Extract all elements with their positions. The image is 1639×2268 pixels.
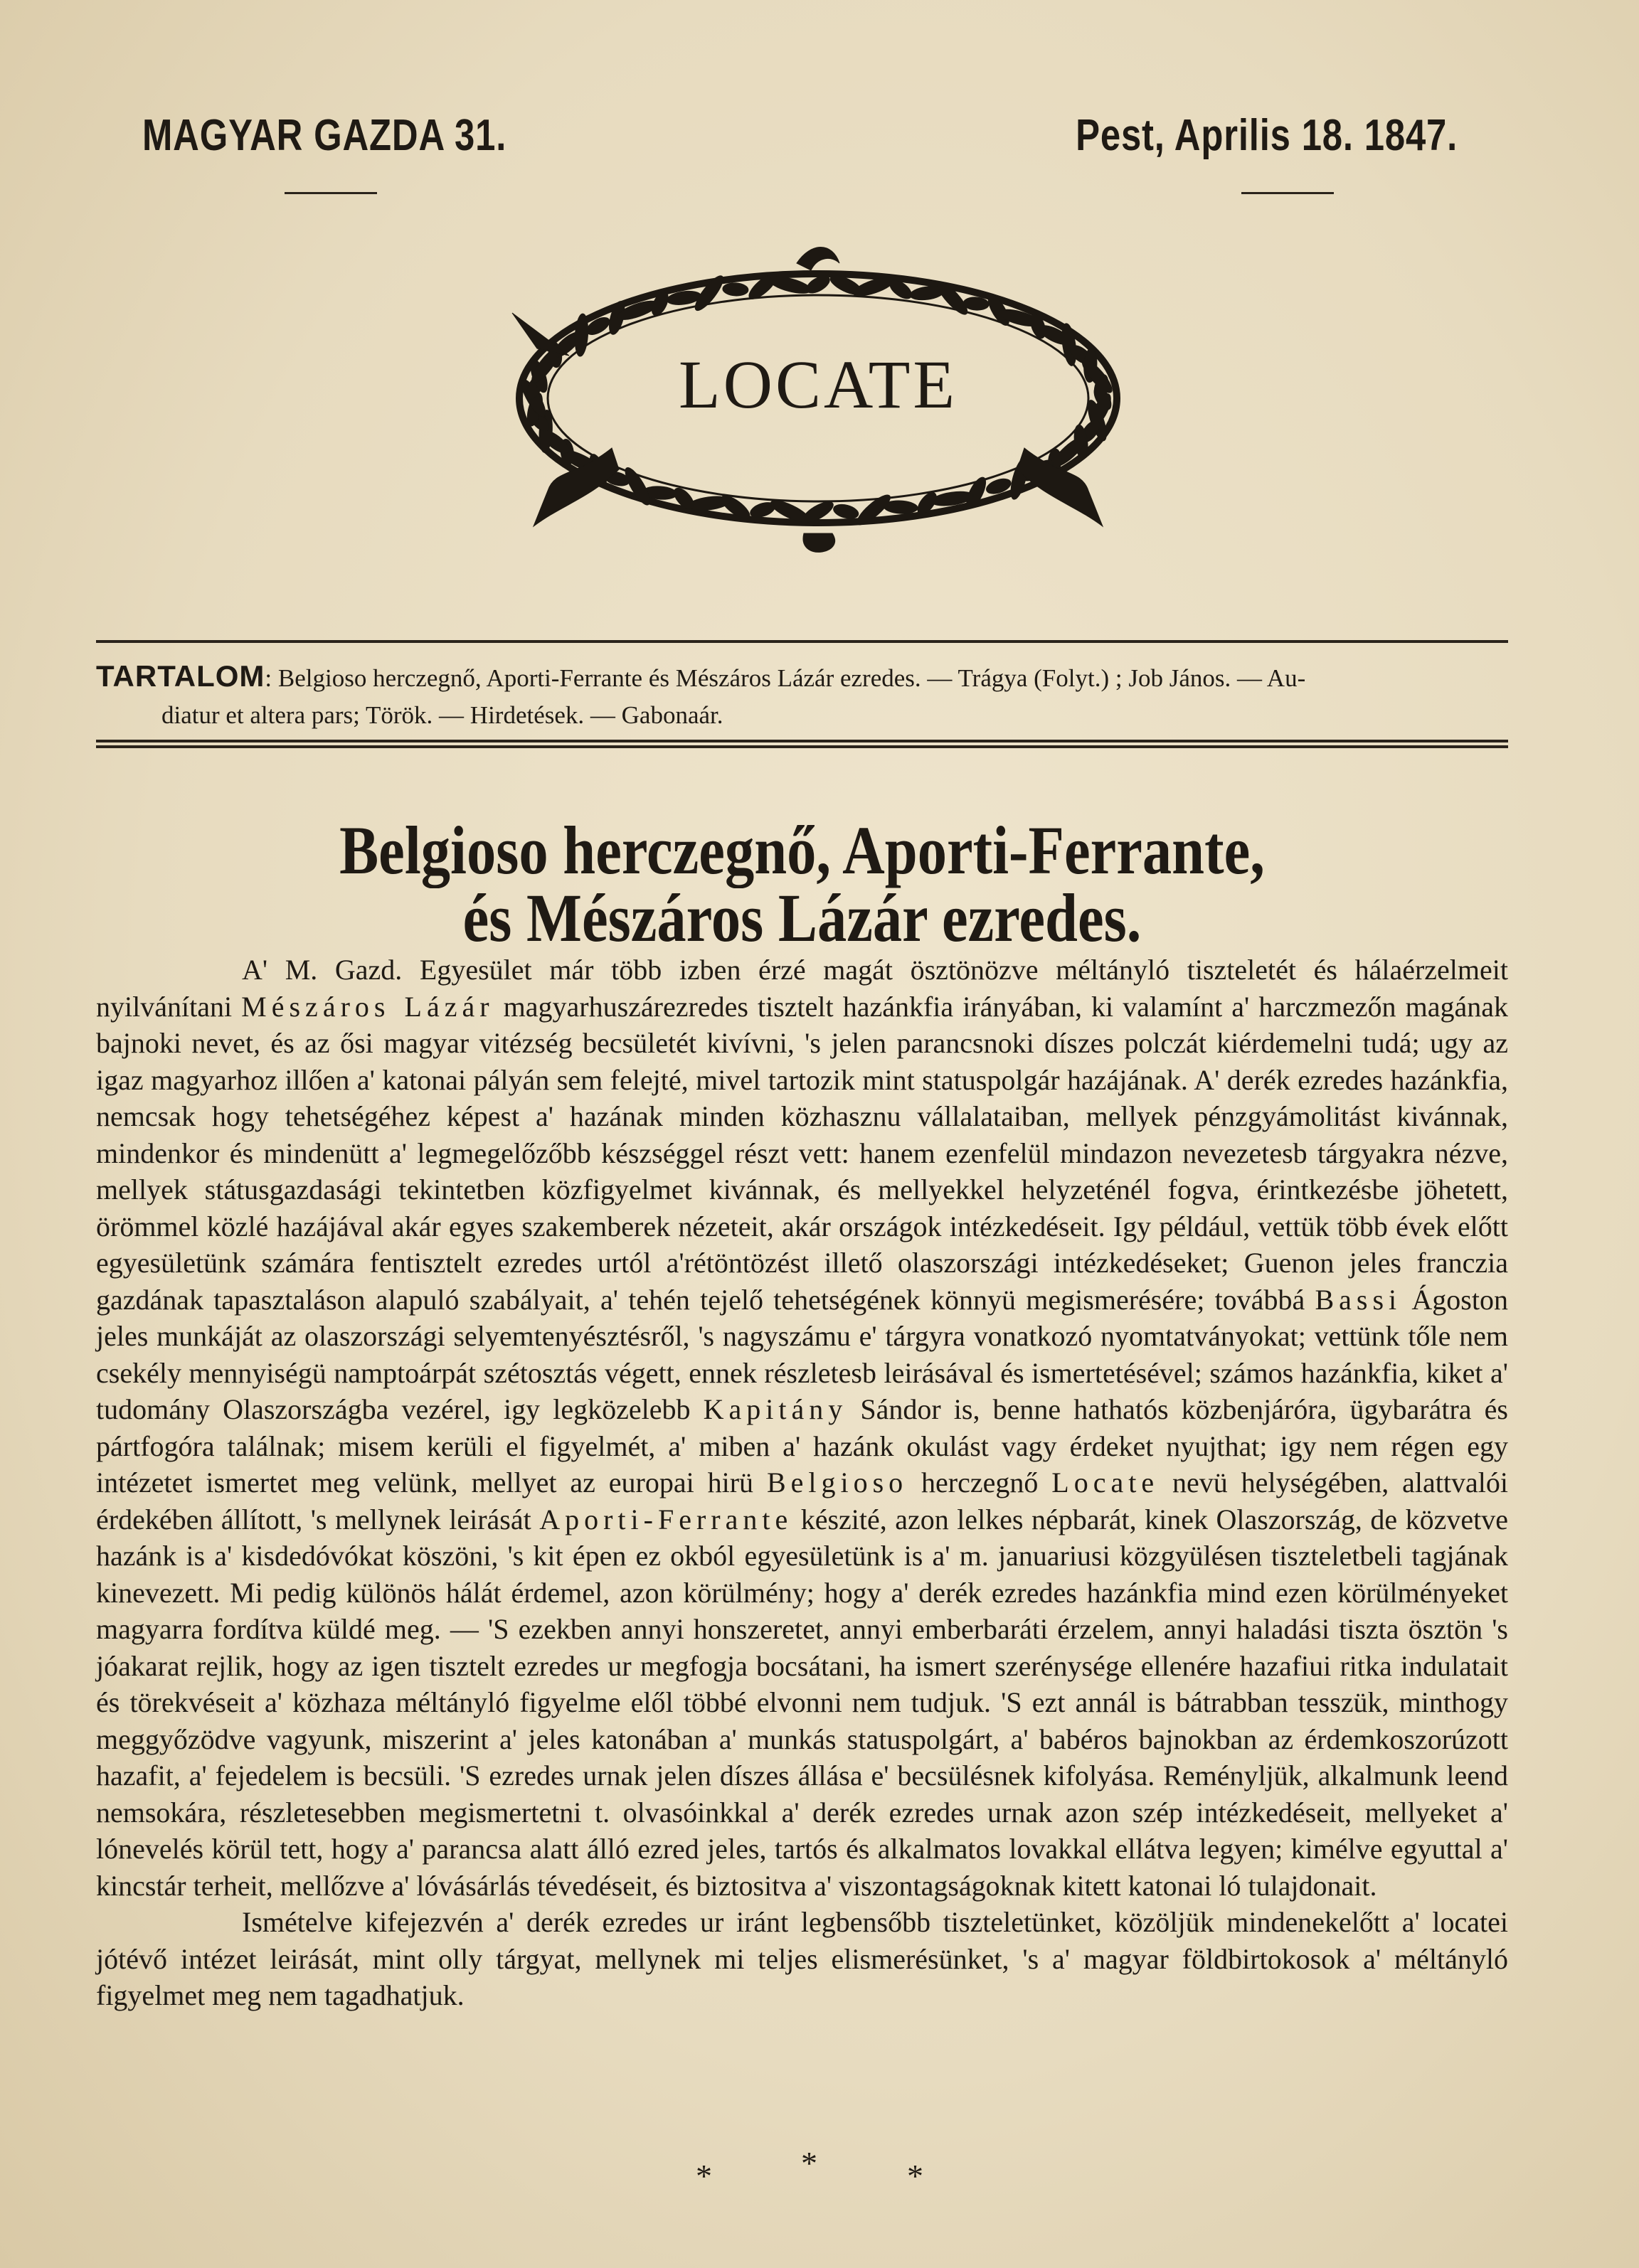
toc-top-rule — [96, 640, 1508, 643]
spaced-name: Kapitány — [703, 1393, 848, 1425]
wreath-leaf — [722, 282, 748, 297]
table-of-contents — [96, 658, 1508, 734]
wreath-leaf — [621, 464, 654, 508]
article-title-line-1: Belgioso herczegnő, Aporti-Ferrante, — [339, 812, 1265, 888]
paragraph-1: A' M. Gazd. Egyesület már több izben érzé magát ösztönözve méltányló tiszteletét és hálaérzelmeit nyilvánítani Mészáros Lázár magyarhuszárezredes tisztelt hazánkfia irányában, ki valamínt a' harczmezőn magának bajnoki nevet, és az ősi magyar vitézség becsületét kivívni, 's jelen parancsnoki díszes polczát kiérdemelni tudá; ugy az igaz magyarhoz illően a' katonai pályán sem felejté, mivel tartozik mint statuspolgár hazájának. A' derék ezredes hazánkfia, nemcsak hogy tehetségéhez képest a' hazának minden közhasznu vállalataiban, mellyek pénzgyámolitást kivánnak, mindenkor és mindenütt a' legmegelőzőbb készséggel részt vett: hanem ezenfelül mindazon nevezetesb tárgyakra nézve, mellyek státusgazdasági tekintetben közfigyelmet kivánnak, és mellyekkel helyzeténél fogva, érintkezésbe jöhetett, örömmel közlé hazájával akár egyes szakemberek nézeteit, akár országok intézkedéseit. Igy például, vettük több évek előtt egyesületünk számára fentisztelt ezredes urtól a'rétöntözést illető olaszországi intézkedéseket; Guenon jeles franczia gazdának tapasztaláson alapuló szabályait, a' tehén tejelő tehetségének könnyü megismerésére; továbbá Bassi Ágoston jeles munkáját az olaszországi selyemtenyésztésről, 's nagyszámu e' tárgyra vonatkozó nyomtatványokat; vettünk tőle nem csekély mennyiségü namptoárpát szétosztás végett, ennek részletesb leirásával és ismertetésével; számos hazánkfia, kiket a' tudomány Olaszországba vezérel, igy legközelebb Kapitány Sándor is, benne hathatós közbenjáróra, ügybarátra és pártfogóra találnak; misem kerüli el figyelmét, a' miben a' hazánk okulást vagy érdeket nyujthat; igy nem régen egy intézetet ismertet meg velünk, mellyet az europai hirü Belgioso herczegnő Locate nevü helységében, alattvalói érdekében állított, 's mellynek leirását Aporti-Ferrante készité, azon lelkes népbarát, kinek Olaszország, de közvetve hazánk is a' kisdedóvókat köszöni, 's kit épen ez okból egyesületünk is a' m. januariusi közgyülésen tiszteletbeli tagjának kinevezett. Mi pedig különös hálát érdemel, azon körülmény; hogy a' derék ezredes hazánkfia mind ezen körülményeket magyarra fordítva küldé meg. — 'S ezekben annyi honszeretet, annyi emberbaráti érzelem, annyi haladási tiszta ösztön 's jóakarat rejlik, hogy az igen tisztelt ezredes ur megfogja bocsátani, ha ismert szerénysége ellenére hazafiui ritka indulatait és törekvéseit a' közhaza méltányló figyelme elől többé elvonni nem tudjuk. 'S ezt annál is bátrabban tesszük, minthogy meggyőzödve vagyunk, miszerint a' jeles katonában a' munkás statuspolgárt, a' babéros bajnokban az érdemkoszorúzott hazafit, a' fejedelem is becsüli. 'S ezredes urnak jelen díszes állása e' becsülésnek kifolyása. Reményljük, alkalmunk leend nemsokára, részletesebben megismertetni t. olvasóinkkal a' derék ezredes urnak azon szép intézkedéseit, mellyeket a' lónevelés körül tett, hogy a' parancsa alatt álló ezred jeles, tartós és alkalmatos lovakkal ellátva legyen; kimélve egyuttal a' kincstár terheit, mellőzve a' lóvásárlás tévedéseit, és biztositva a' viszontagságoknak kitett katonai ló tulajdonait. — [96, 954, 1509, 1902]
spaced-name: Bassi — [1315, 1283, 1402, 1316]
toc-line-2: diatur et altera pars; Török. — Hirdetések. — Gabonaár. — [161, 701, 723, 729]
section-separator — [0, 2144, 1639, 2194]
paragraph-2: Ismételve kifejezvén a' derék ezredes ur iránt legbensőbb tiszteletünket, közöljük mindenekelőtt a' locatei jótévő intézet leirását, mint olly tárgyat, mellynek mi teljes elismerésünket, 's a' magyar földbirtokosok a' méltányló figyelmet meg nem tagadhatjuk. — [96, 1906, 1508, 2011]
masthead-title: LOCATE — [679, 346, 958, 422]
header-left-rule — [285, 192, 377, 194]
article-title-line-2: és Mészáros Lázár ezredes. — [462, 880, 1142, 956]
wreath-leaf — [832, 502, 860, 521]
separator-star: * — [907, 2158, 923, 2194]
separator-star: * — [696, 2158, 712, 2194]
spaced-name: Mészáros Lázár — [241, 990, 494, 1023]
toc-bottom-rule-2 — [96, 745, 1508, 748]
spaced-name: Belgioso — [766, 1466, 908, 1498]
date-line: Pest, Aprilis 18. 1847. — [1076, 111, 1458, 160]
header-right-rule — [1241, 192, 1334, 194]
article-body — [96, 952, 1508, 2014]
toc-bottom-rule-1 — [96, 740, 1508, 742]
spaced-name: Aporti-Ferrante — [539, 1503, 793, 1535]
spaced-name: Locate — [1051, 1466, 1160, 1498]
toc-label: TARTALOM — [96, 659, 265, 693]
page-header — [142, 110, 1458, 174]
separator-star: * — [801, 2145, 817, 2181]
publication-title: MAGYAR GAZDA 31. — [142, 111, 507, 160]
toc-line-1: : Belgioso herczegnő, Aporti-Ferrante és Mészáros Lázár ezredes. — Trágya (Folyt.) ; Job János. — Au- — [265, 664, 1306, 692]
masthead-wreath — [498, 235, 1138, 569]
